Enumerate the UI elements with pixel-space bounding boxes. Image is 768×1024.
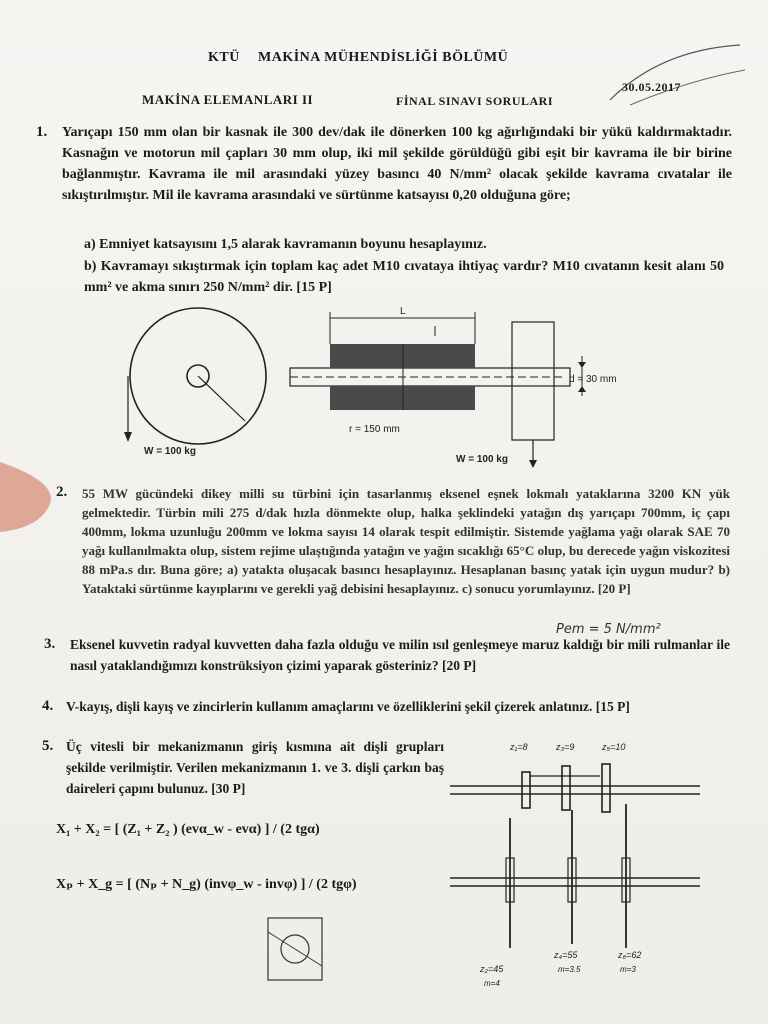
handwritten-note: Pem = 5 N/mm²: [556, 622, 661, 637]
question-3-text: Eksenel kuvvetin radyal kuvvetten daha fazla olduğu ve milin ısıl genleşmeye maruz kaldığı bir mili rulmanlar ile nasıl yataklandığımızı konstrüksiyon çizimi yaparak gösteriniz? [20 P]: [70, 637, 730, 673]
bearing-sketch: [262, 912, 332, 988]
course-name: MAKİNA ELEMANLARI II: [142, 92, 314, 107]
gear-z3-label: z₃=9: [556, 742, 575, 752]
question-5-text: Üç vitesli bir mekanizmanın giriş kısmına ait dişli grupları şekilde verilmiştir. Verilen mekanizmanın 1. ve 3. dişli çarkın baş daireleri çapını bulunuz. [30 P]: [66, 739, 444, 796]
question-5-number: 5.: [42, 738, 54, 754]
gear-z4-label: z₄=55: [554, 950, 578, 960]
exam-title: FİNAL SINAVI SORULARI: [396, 94, 553, 108]
gear-m2-label: m=3.5: [558, 965, 581, 974]
question-1-text: Yarıçapı 150 mm olan bir kasnak ile 300 dev/dak ile dönerken 100 kg ağırlığındaki bir yükü kaldırmaktadır. Kasnağın ve motorun mil çapları 30 mm olup, iki mil şekilde görüldüğü gibi eşit bir kavrama ile bir birine bağlanmıştır. Kavrama ile mil arasındaki yüzey basıncı 40 N/mm² olacak şekilde kavrama cıvatalar ile sıkıştırılmıştır. Mil ile kavrama arasındaki ve sürtünme katsayısı 0,20 olduğuna göre;: [62, 125, 732, 203]
formula-2: Xₚ + X_g = [ (Nₚ + N_g) (invφ_w - invφ) ] / (2 tgφ): [56, 877, 357, 892]
question-1-number: 1.: [36, 124, 48, 140]
gear-z6-label: z₆=62: [618, 950, 642, 960]
question-2-number: 2.: [56, 484, 68, 500]
gear-z2-label: z₂=45: [480, 964, 504, 974]
weight-left-label: W = 100 kg: [144, 446, 196, 457]
exam-date: 30.05.2017: [622, 80, 681, 94]
signature-scribble: [600, 40, 750, 110]
formula-1: X₁ + X₂ = [ (Z₁ + Z₂ ) (evα_w - evα) ] / (2 tgα): [56, 822, 320, 837]
gear-z5-label: z₅=10: [602, 742, 626, 752]
question-1a: a) Emniyet katsayısını 1,5 alarak kavramanın boyunu hesaplayınız.: [84, 237, 487, 252]
department-name: MAKİNA MÜHENDİSLİĞİ BÖLÜMÜ: [258, 50, 509, 65]
question-1b: b) Kavramayı sıkıştırmak için toplam kaç adet M10 cıvataya ihtiyaç vardır? M10 cıvatanın kesit alanı 50 mm² ve akma sınırı 250 N/mm² dir. [15 P]: [84, 259, 724, 295]
gear-m1-label: m=4: [484, 979, 500, 988]
radius-label: r = 150 mm: [349, 424, 400, 435]
gear-train-figure: [450, 738, 700, 994]
gear-m3-label: m=3: [620, 965, 636, 974]
coupling-figure: [120, 296, 660, 476]
weight-right-label: W = 100 kg: [456, 454, 508, 465]
question-2-text: 55 MW gücündeki dikey milli su türbini için tasarlanmış eksenel eşnek lokmalı yataklarına 3200 KN yük gelmektedir. Türbin mili 275 d/dak hızla dönmekte olup, halka şeklindeki yatağın dış yarıçapı 700mm, iç çapı 400mm, lokma uzunluğu 200mm ve lokma sayısı 14 olarak tespit edilmiştir. Sistemde yağlama yağı olarak SAE 70 yağı kullanılmakta olup, sistem rejime ulaştığında yatağın ve yağın sıcaklığı 65°C olup, bu derecede yağın viskozitesi 88 mPa.s dır. Buna göre; a) yatakta oluşacak basıncı hesaplayınız. Hesaplanan basınç yatak için uygun mudur? b) Yataktaki sürtünme kayıplarını ve gerekli yağ debisini hesaplayınız. c) sonucu yorumlayınız. [20 P]: [82, 486, 730, 596]
length-label: L: [400, 306, 406, 317]
question-4-text: V-kayış, dişli kayış ve zincirlerin kullanım amaçlarını ve özelliklerini şekil çizerek anlatınız. [15 P]: [66, 699, 630, 714]
finger-shadow: [0, 462, 60, 532]
question-4-number: 4.: [42, 698, 54, 714]
diameter-label: d = 30 mm: [569, 374, 617, 385]
university-name: KTÜ: [208, 50, 240, 65]
question-3-number: 3.: [44, 636, 56, 652]
gear-z1-label: z₁=8: [510, 742, 528, 752]
